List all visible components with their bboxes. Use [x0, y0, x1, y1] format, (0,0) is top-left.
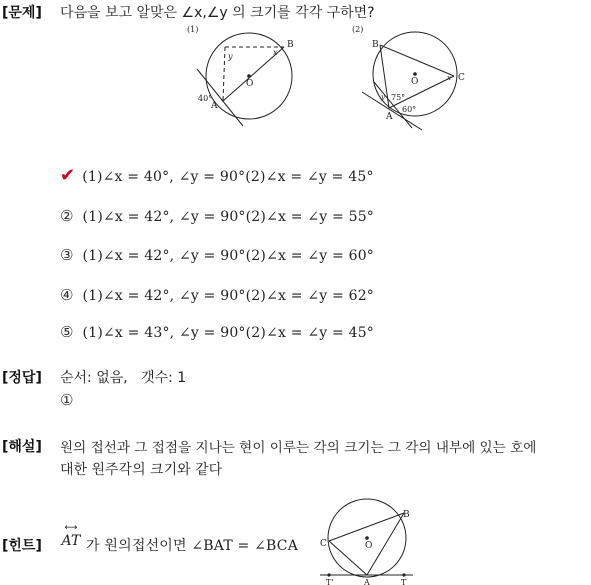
- choice-4-text: (1)∠x = 42°, ∠y = 90°(2)∠x = ∠y = 62°: [82, 288, 375, 304]
- question-prompt: 다음을 보고 알맞은 ∠x,∠y 의 크기를 각각 구하면?: [60, 5, 375, 21]
- hint-point-o: O: [365, 541, 373, 551]
- figure-1-point-o: O: [246, 79, 254, 89]
- choice-3-text: (1)∠x = 42°, ∠y = 90°(2)∠x = ∠y = 60°: [82, 248, 375, 264]
- figure-2-point-o: O: [411, 77, 419, 87]
- hint-text: 가 원의접선이면 ∠BAT = ∠BCA: [86, 538, 299, 554]
- choice-2-marker: ②: [60, 207, 74, 225]
- figure-1-point-a: A: [211, 101, 218, 111]
- hint-line-name: AT: [61, 533, 81, 549]
- figure-2-label: (2): [352, 25, 364, 34]
- figure-1-angle-x: x: [273, 48, 278, 57]
- figure-2-point-a: A: [386, 112, 393, 122]
- hint-point-t: T: [401, 578, 407, 585]
- choice-5[interactable]: [60, 322, 374, 341]
- choice-2-text: (1)∠x = 42°, ∠y = 90°(2)∠x = ∠y = 55°: [82, 209, 375, 225]
- hint-figure: [316, 496, 416, 585]
- hint-point-a: A: [364, 578, 370, 585]
- check-icon: ✔: [60, 165, 76, 186]
- choice-5-text: (1)∠x = 43°, ∠y = 90°(2)∠x = ∠y = 45°: [82, 325, 375, 341]
- figure-1-label: (1): [187, 25, 199, 34]
- figure-2: [350, 24, 475, 134]
- answer-meta: 순서: 없음, 갯수: 1: [60, 370, 187, 386]
- choice-4-marker: ④: [60, 286, 74, 304]
- choice-3[interactable]: [60, 245, 374, 264]
- hint-point-c: C: [320, 539, 327, 549]
- hint-tag: [힌트]: [2, 538, 42, 554]
- double-arrow-icon: ⟷: [64, 523, 78, 533]
- choice-1-text: (1)∠x = 40°, ∠y = 90°(2)∠x = ∠y = 45°: [82, 169, 374, 185]
- figure-2-point-b: B: [372, 40, 379, 50]
- figure-1-angle-40: 40°: [198, 94, 213, 103]
- figure-2-angle-y: y: [381, 93, 385, 101]
- figure-1: [185, 24, 310, 134]
- choice-3-marker: ③: [60, 246, 74, 264]
- figure-1-point-b: B: [287, 40, 294, 50]
- explanation-line-2: 대한 원주각의 크기와 같다: [60, 462, 223, 478]
- figure-2-angle-75: 75°: [391, 93, 406, 102]
- hint-line-notation: [60, 524, 82, 549]
- choice-2[interactable]: [60, 206, 374, 225]
- answer-tag: [정답]: [2, 370, 42, 386]
- figure-1-angle-y: y: [228, 52, 233, 61]
- choice-5-marker: ⑤: [60, 323, 74, 341]
- explanation-line-1: 원의 접선과 그 접점을 지나는 현이 이루는 각의 크기는 그 각의 내부에 있는 호에: [60, 440, 537, 456]
- figure-2-point-c: C: [458, 73, 465, 83]
- figure-2-angle-x: x: [447, 74, 451, 82]
- question-tag: [문제]: [2, 5, 42, 21]
- hint-point-b: B: [403, 510, 410, 520]
- hint-point-t-prime: T': [326, 578, 334, 585]
- figure-2-angle-60: 60°: [402, 105, 417, 114]
- answer-value: ①: [60, 391, 74, 409]
- choice-1[interactable]: [60, 165, 374, 186]
- explanation-tag: [해설]: [2, 439, 42, 455]
- choice-4[interactable]: [60, 285, 374, 304]
